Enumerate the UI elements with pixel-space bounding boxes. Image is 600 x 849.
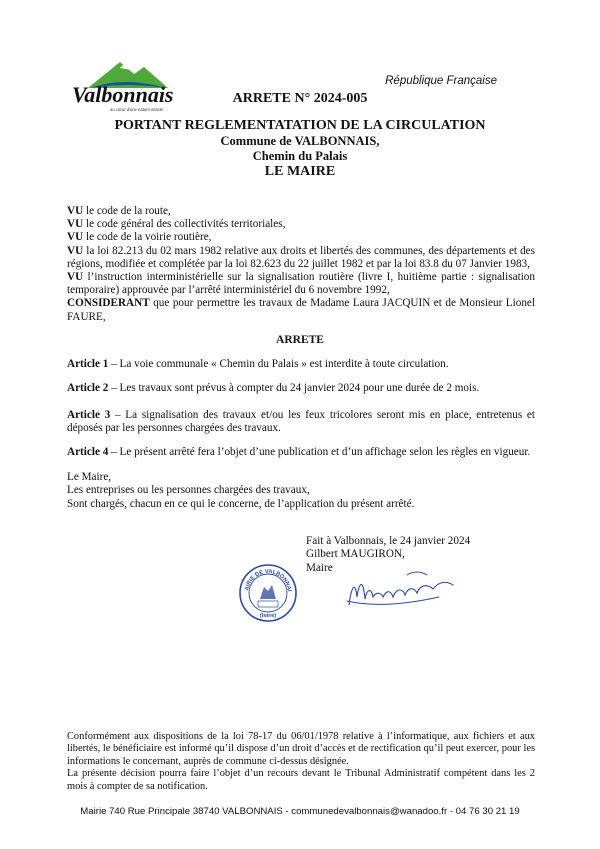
closing-line: Sont chargés, chacun en ce qui le concerne, de l’application du présent arrêté. bbox=[67, 497, 415, 510]
signatory-role: Maire bbox=[306, 561, 333, 574]
stamp-top-text: AIRIE DE VALBONNAI bbox=[244, 568, 292, 592]
considerant-line: VU le code de la route, bbox=[67, 205, 171, 217]
svg-text:MAIRIE DE VALBONNAIS bbox=[238, 563, 292, 592]
republic-label: République Française bbox=[385, 75, 497, 87]
decision-title: ARRETE bbox=[276, 334, 324, 346]
considerants-block bbox=[67, 205, 535, 324]
article-3: Article 3 – La signalisation des travaux et/ou les feux tricolores seront mis en place, entretenus et déposés par les personnes chargées des travaux. bbox=[67, 409, 536, 435]
legal-paragraph: Conformément aux dispositions de la loi 78-17 du 06/01/1978 relative à l’informatique, aux fichiers et aux libertés, le bénéficiaire est informé qu’il dispose d’un droit d’accès et de rectification qu’il peut exercer, pour les informations le concernant, auprès de commune ci-dessus désignée. bbox=[67, 731, 535, 767]
document-title: PORTANT REGLEMENTATATION DE LA CIRCULATION bbox=[114, 118, 486, 133]
legal-notice bbox=[67, 731, 535, 793]
considerant-line: VU le code général des collectivités territoriales, bbox=[67, 218, 286, 231]
article-1: Article 1 – La voie communale « Chemin du Palais » est interdite à toute circulation. bbox=[67, 358, 449, 370]
commune-name: Commune de VALBONNAIS, bbox=[220, 134, 380, 148]
logo-wordmark: Valbonnais bbox=[72, 82, 174, 107]
signatory-name: Gilbert MAUGIRON, bbox=[306, 548, 405, 561]
article-2: Article 2 – Les travaux sont prévus à compter du 24 janvier 2024 pour une durée de 2 mois. bbox=[67, 382, 480, 394]
commune-logo bbox=[68, 58, 180, 116]
page-footer: Mairie 740 Rue Principale 38740 VALBONNAIS - communedevalbonnais@wanadoo.fr - 04 76 30 21 19 bbox=[80, 806, 520, 817]
closing-line: Le Maire, bbox=[67, 471, 112, 483]
considerant-line: VU l’instruction interministérielle sur la signalisation routière (livre I, huitième partie : signalisation temporaire) approuvée par l’arrêté interministériel du 6 novembre 1992, bbox=[67, 271, 535, 297]
considerant-line: CONSIDERANT que pour permettre les travaux de Madame Laura JACQUIN et de Monsieur Lionel FAURE, bbox=[67, 297, 535, 323]
official-stamp bbox=[238, 563, 298, 623]
place-date: Fait à Valbonnais, le 24 janvier 2024 bbox=[306, 535, 471, 547]
handwritten-signature bbox=[343, 567, 458, 612]
stamp-bottom-text: (Isère) bbox=[259, 613, 277, 619]
closing-block bbox=[67, 471, 535, 511]
article-4: Article 4 – Le présent arrêté fera l’objet d’une publication et d’un affichage selon les règles en vigueur. bbox=[67, 446, 531, 458]
document-header bbox=[0, 118, 600, 180]
considerant-line: VU la loi 82.213 du 02 mars 1982 relative aux droits et libertés des communes, des départements et des régions, modifiée et complétée par la loi 82.623 du 22 juillet 1982 et par la loi 83.8 du 07 Janvier 1983, bbox=[67, 244, 535, 270]
street-name: Chemin du Palais bbox=[252, 149, 348, 163]
legal-paragraph: La présente décision pourra faire l’objet d’un recours devant le Tribunal Administratif compétent dans les 2 mois à compter de sa notification. bbox=[67, 768, 535, 792]
closing-line: Les entreprises ou les personnes chargées des travaux, bbox=[67, 484, 310, 497]
considerant-line: VU le code de la voirie routière, bbox=[67, 231, 212, 244]
authority-name: LE MAIRE bbox=[264, 164, 336, 179]
arrete-number: ARRETE N° 2024-005 bbox=[232, 91, 368, 106]
logo-tagline: au cœur d'une nature intacte bbox=[110, 107, 164, 112]
